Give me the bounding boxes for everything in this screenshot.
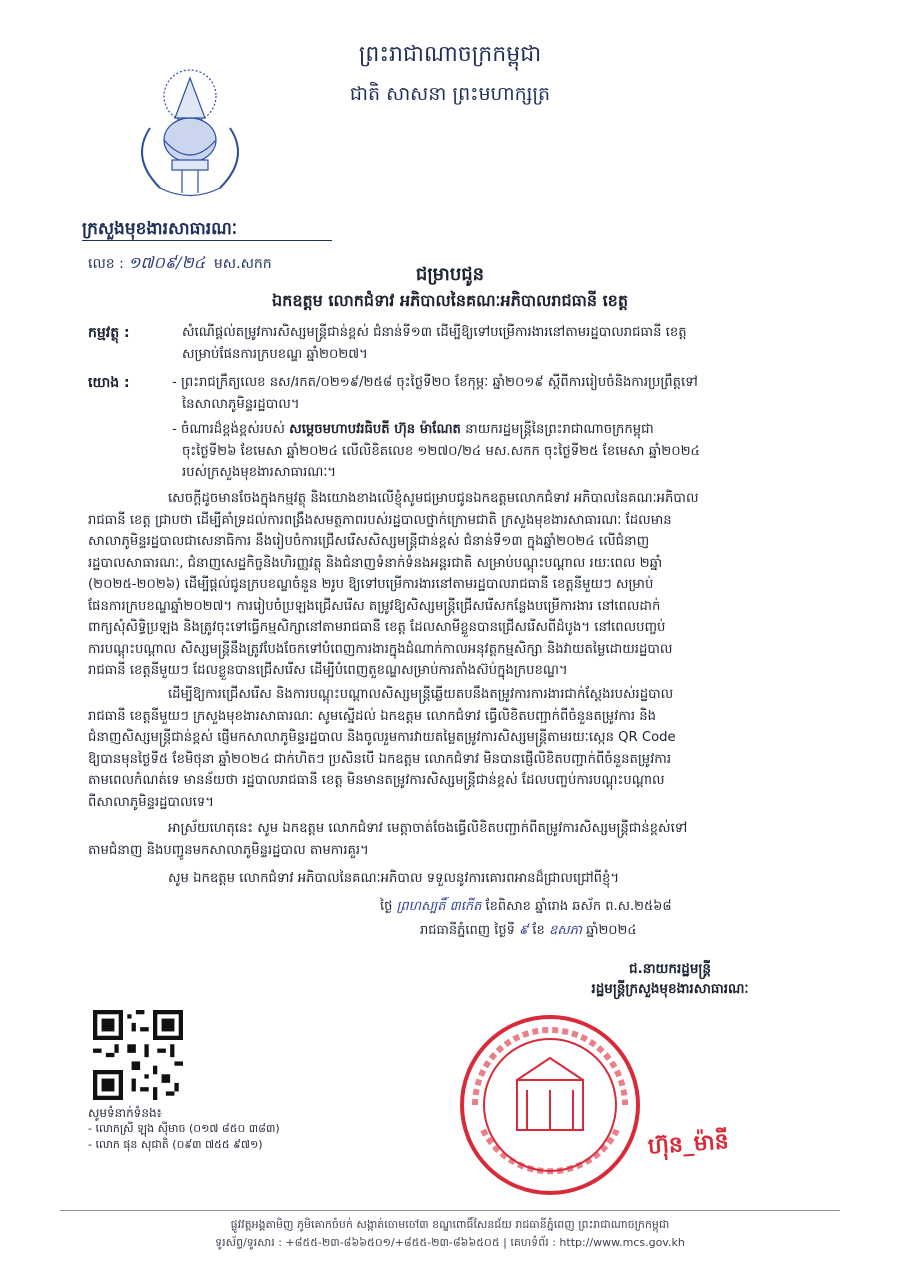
subject-label: កម្មវត្ថុ :: [88, 325, 130, 341]
lunar-prefix: ថ្ងៃ: [380, 899, 393, 914]
body-paragraph-2: [88, 684, 840, 813]
reference-item-2-line-2: ចុះថ្ងៃទី២៦ ខែមេសា ឆ្នាំ២០២៤ លើលិខិតលេខ ១២៧០/២៤ មស.សកក ចុះថ្ងៃទី២៥ ខែមេសា ឆ្នាំ២០២៤: [182, 443, 700, 459]
signature-block: [520, 960, 820, 1000]
p1-line: រដ្ឋបាលសាធារណៈ, ជំនាញសេដ្ឋកិច្ចនិងហិរញ្ញវត្ថុ និងជំនាញទំនាក់ទំនងអន្តរជាតិ សម្រាប់បណ្តុះបណ្តាល រយៈពេល ២ឆ្នាំ: [88, 555, 663, 571]
solar-month: ឧសភា: [548, 923, 582, 938]
subject-line-2: សម្រាប់ផែនការក្របខណ្ឌ ឆ្នាំ២០២៧។: [182, 346, 368, 362]
footer-address: ផ្លូវវត្តអង្គតាមិញ ភូមិគោកចំបក់ សង្កាត់ចោមចៅ៣ ខណ្ឌពោធិ៍សែនជ័យ រាជធានីភ្នំពេញ ព្រះរាជាណាចក្រកម្ពុជា: [230, 1218, 670, 1231]
p1-line: រាជធានី ខេត្តនីមួយៗ ដែលខ្លួនបានជ្រើសរើស ដើម្បីបំពេញតួខណ្ឌសម្រាប់ការតាំងស៊ប់ក្នុងក្របខណ្ឌ។: [88, 663, 568, 678]
official-stamp-icon: [455, 1010, 645, 1200]
p2-line: តាមពេលកំណត់ទេ មានន័យថា រដ្ឋបាលរាជធានី ខេត្ត មិនមានតម្រូវការសិស្សមន្ត្រីជាន់ខ្ពស់ ដែលបញ្ចប់ការបណ្តុះបណ្តាល: [88, 773, 665, 788]
national-motto: ជាតិ សាសនា ព្រះមហាក្សត្រ: [349, 83, 551, 105]
ref-suffix: /២៤: [176, 253, 205, 272]
p3-line: តាមជំនាញ និងបញ្ជូនមកសាលាភូមិន្ទរដ្ឋបាល តាមការគួរ។: [88, 842, 369, 858]
reference-block: [88, 372, 130, 394]
solar-month-label: ខែ: [532, 923, 545, 938]
body-paragraph-1: [88, 488, 840, 682]
p2-line: ពីសាលាភូមិន្ទរដ្ឋបាលទេ។: [88, 794, 214, 810]
signature-line-2: រដ្ឋមន្ត្រីក្រសួងមុខងារសាធារណៈ: [591, 981, 749, 997]
footer-divider: [60, 1210, 840, 1211]
reference-item-2-line-3: របស់ក្រសួងមុខងារសាធារណៈ។: [182, 465, 337, 480]
reference-item-2-part-c: នាយករដ្ឋមន្ត្រីនៃព្រះរាជាណាចក្រកម្ពុជា: [465, 422, 654, 437]
p1-line: (២០២៥-២០២៦) ដើម្បីផ្តល់ជូនក្របខណ្ឌចំនួន ២រូប ឱ្យទៅបម្រើការងារនៅតាមរដ្ឋបាលរាជធានី ខេត្តនីមួយៗ សម្រាប់: [88, 577, 654, 592]
ref-number: ១៧០៩: [128, 253, 177, 272]
signature-line-1: ជ.នាយករដ្ឋមន្ត្រី: [629, 961, 711, 977]
p1-line: សាលាភូមិន្ទរដ្ឋបាលជាសេនាធិការ នឹងរៀបចំការជ្រើសរើសសិស្សមន្ត្រីជាន់ខ្ពស់ ជំនាន់ទី១៣ ក្នុងឆ្នាំ២០២៤ លើជំនាញ: [88, 534, 650, 549]
closing-line: សូម ឯកឧត្តម លោកជំទាវ អភិបាលនៃគណៈអភិបាល ទទួលនូវការគោរពអានដ៏ជ្រាលជ្រៅពីខ្ញុំ។: [168, 871, 620, 886]
contact-title: សូមទំនាក់ទំនង៖: [88, 1106, 162, 1120]
solar-day: ៩: [519, 923, 529, 938]
kingdom-heading: ព្រះរាជាណាចក្រកម្ពុជា: [358, 42, 542, 67]
notice-title: ជម្រាបជូន: [415, 264, 485, 285]
reference-item-2-line-1: [172, 419, 842, 441]
reference-item-2-part-b: សម្តេចមហាបវរធិបតី ហ៊ុន ម៉ាណែត: [289, 422, 461, 437]
p3-line: អាស្រ័យហេតុនេះ សូម ឯកឧត្តម លោកជំទាវ មេត្តាចាត់ចែងធ្វើលិខិតបញ្ជាក់ពីតម្រូវការសិស្សមន្ត្រីជាន់ខ្ពស់ទៅ: [168, 821, 688, 836]
contact-item: - លោកស្រី ឡុង ស៊ីមាច (០១៧ ៨៥០ ៣៨៣): [88, 1122, 280, 1135]
lunar-handwritten: ព្រហស្បតិ៍ ៣កើត: [396, 899, 482, 914]
notice-recipient: ឯកឧត្តម លោកជំទាវ អភិបាលនៃគណៈអភិបាលរាជធានី ខេត្ត: [272, 291, 628, 310]
p2-line: ដើម្បីឱ្យការជ្រើសរើស និងការបណ្តុះបណ្តាលសិស្សមន្ត្រីឆ្លើយតបនឹងតម្រូវការការងារជាក់ស្តែងរបស់រដ្ឋបាល: [168, 687, 674, 702]
reference-item-2-part-a: - ចំណារដ៏ខ្ពង់ខ្ពស់របស់: [172, 422, 285, 437]
subject-text: [182, 322, 842, 365]
subject-block: [88, 322, 130, 344]
qr-code-icon[interactable]: [93, 1010, 183, 1100]
contact-item: - លោក ផុន សុជាតិ (០៩៣ ៧៥៥ ៩៧១): [88, 1138, 263, 1151]
body-paragraph-3: [88, 818, 840, 861]
lunar-rest: ខែពិសាខ ឆ្នាំរោង ឆស័ក ព.ស.២៥៦៨: [485, 899, 672, 914]
emblem-icon: [120, 58, 260, 208]
p1-line: សេចក្តីដូចមានចែងក្នុងកម្មវត្ថុ និងយោងខាងលើខ្ញុំសូមជម្រាបជូនឯកឧត្តមលោកជំទាវ អភិបាលនៃគណៈអភិបាល: [168, 491, 699, 506]
p1-line: ការបណ្តុះបណ្តាល សិស្សមន្ត្រីនឹងត្រូវបែងចែកទៅបំពេញការងារក្នុងដំណាក់កាលអនុវត្តកម្មសិក្សា និងវាយតម្លៃដោយរដ្ឋបាល: [88, 641, 673, 657]
subject-line-1: សំណើផ្តល់តម្រូវការសិស្សមន្ត្រីជាន់ខ្ពស់ ជំនាន់ទី១៣ ដើម្បីឱ្យទៅបម្រើការងារនៅតាមរដ្ឋបាលរាជធានី ខេត្ត: [182, 325, 687, 340]
ministry-underline: [82, 240, 332, 241]
ref-label: លេខ :: [88, 256, 124, 272]
contact-list: [88, 1122, 280, 1154]
solar-date: [420, 922, 840, 941]
ministry-name: ក្រសួងមុខងារសាធារណៈ: [82, 219, 238, 239]
ref-code: មស.សកក: [213, 256, 272, 272]
solar-prefix: រាជធានីភ្នំពេញ ថ្ងៃទី: [420, 923, 515, 938]
p2-line: រាជធានី ខេត្តនីមួយៗ ក្រសួងមុខងារសាធារណៈ សូមស្នើដល់ ឯកឧត្តម លោកជំទាវ ធ្វើលិខិតបញ្ជាក់ពីចំនួនតម្រូវការ និង: [88, 708, 657, 724]
signatory-name: ហ៊ុន_ម៉ានី: [647, 1129, 730, 1160]
solar-year: ឆ្នាំ២០២៤: [586, 923, 637, 938]
p2-line: ជំនាញសិស្សមន្ត្រីជាន់ខ្ពស់ ផ្ញើមកសាលាភូមិន្ទរដ្ឋបាល និងចូលរួមការវាយតម្លៃតម្រូវការសិស្សមន្ត្រីតាមរយៈស្កេន QR Code: [88, 730, 676, 745]
p1-line: ផែនការក្របខណ្ឌឆ្នាំ២០២៧។ ការរៀបចំប្រឡងជ្រើសរើស តម្រូវឱ្យសិស្សមន្ត្រីជ្រើសរើសកន្លែងបម្រើការងារ នៅពេលដាក់: [88, 598, 661, 614]
reference-item-1-line-2: នៃសាលាភូមិន្ទរដ្ឋបាល។: [182, 396, 300, 412]
reference-label: យោង :: [88, 375, 130, 391]
reference-text: [172, 372, 842, 484]
p1-line: ពាក្យសុំសិទ្ធិប្រឡង និងត្រូវចុះទៅធ្វើកម្មសិក្សានៅតាមរាជធានី ខេត្ត ដែលសាមីខ្លួនបានជ្រើសរើសពីដំបូង។ នៅពេលបញ្ចប់: [88, 620, 666, 635]
reference-item-1-line-1: - ព្រះរាជក្រឹត្យលេខ នស/រកត/០២១៩/២៥៨ ចុះថ្ងៃទី២០ ខែកុម្ភៈ ឆ្នាំ២០១៩ ស្តីពីការរៀបចំនិងការប្រព្រឹត្តទៅ: [172, 375, 698, 390]
p1-line: រាជធានី ខេត្ត ជ្រាបថា ដើម្បីគាំទ្រដល់ការពង្រឹងសមត្ថភាពរបស់រដ្ឋបាលថ្នាក់ក្រោមជាតិ ក្រសួងមុខងារសាធារណៈ ដែលមាន: [88, 512, 672, 528]
p2-line: ឱ្យបានមុនថ្ងៃទី៥ ខែមិថុនា ឆ្នាំ២០២៤ ជាក់ហិតៗ ប្រសិនបើ ឯកឧត្តម លោកជំទាវ មិនបានផ្ញើលិខិតបញ្ជាក់ពីចំនួនតម្រូវការ: [88, 751, 672, 767]
lunar-date: [380, 898, 840, 917]
footer-contact: ទូរស័ព្ទ/ទូរសារ : +៨៥៥-២៣-៨៦៦៥០១/+៨៥៥-២៣-៨៦៦៥០៥ | គេហទំព័រ : http://www.mcs.gov.kh: [215, 1236, 685, 1249]
